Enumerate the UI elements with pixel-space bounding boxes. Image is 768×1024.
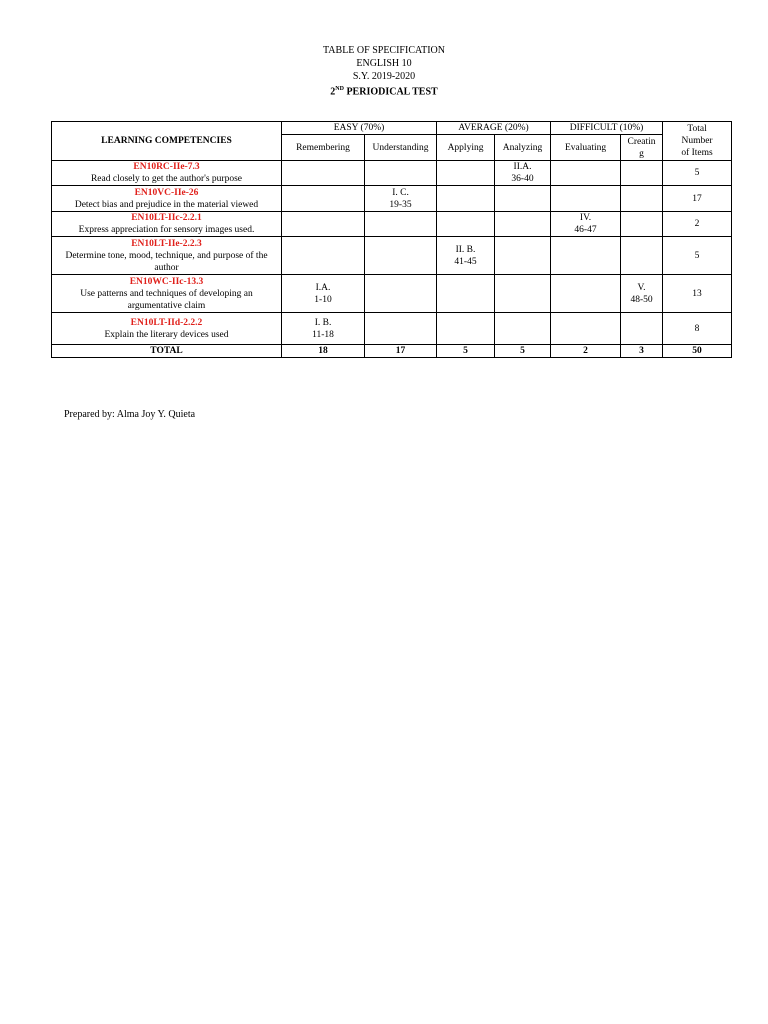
- understanding-cell: [365, 275, 437, 313]
- item-label: II.A.: [513, 162, 532, 172]
- level-creating-header: [621, 135, 663, 161]
- analyzing-cell: [495, 313, 551, 345]
- item-range: 41-45: [454, 256, 477, 267]
- evaluating-total: 2: [551, 345, 621, 358]
- remembering-cell: [282, 313, 365, 345]
- competency-description: Use patterns and techniques of developing an argumentative claim: [80, 288, 253, 311]
- understanding-cell: [365, 161, 437, 186]
- heading-test-name: [0, 83, 768, 98]
- evaluating-cell: [551, 275, 621, 313]
- item-label: I. C.: [392, 187, 409, 198]
- group-average-header: AVERAGE (20%): [437, 122, 551, 135]
- heading-school-year: S.Y. 2019-2020: [352, 71, 416, 82]
- competency-description: Read closely to get the author's purpose: [90, 174, 243, 184]
- total-cell: 17: [663, 186, 732, 212]
- evaluating-cell: [551, 212, 621, 237]
- remembering-cell: [282, 237, 365, 275]
- applying-total: 5: [437, 345, 495, 358]
- competency-cell: [52, 275, 282, 313]
- competency-description: Explain the literary devices used: [104, 329, 229, 340]
- creating-cell: [621, 275, 663, 313]
- evaluating-cell: [551, 313, 621, 345]
- applying-cell: [437, 186, 495, 212]
- competency-description: Express appreciation for sensory images used.: [78, 225, 255, 235]
- total-cell: 5: [663, 237, 732, 275]
- analyzing-cell: [495, 212, 551, 237]
- analyzing-total: 5: [495, 345, 551, 358]
- understanding-cell: [365, 212, 437, 237]
- competency-cell: [52, 237, 282, 275]
- item-range: 46-47: [574, 225, 597, 235]
- prepared-by: Prepared by: Alma Joy Y. Quieta: [64, 409, 196, 420]
- item-range: 11-18: [312, 329, 334, 340]
- table-row: [52, 161, 732, 186]
- competency-code: EN10VC-IIe-26: [134, 187, 199, 198]
- remembering-cell: [282, 212, 365, 237]
- applying-cell: [437, 313, 495, 345]
- evaluating-cell: [551, 186, 621, 212]
- remembering-cell: [282, 161, 365, 186]
- evaluating-cell: [551, 161, 621, 186]
- table-row: [52, 313, 732, 345]
- analyzing-cell: [495, 237, 551, 275]
- item-range: 19-35: [389, 199, 412, 210]
- understanding-total: 17: [365, 345, 437, 358]
- heading-test-rest: PERIODICAL TEST: [343, 86, 438, 98]
- competency-cell: [52, 161, 282, 186]
- total-cell: 8: [663, 313, 732, 345]
- competency-code: EN10WC-IIc-13.3: [129, 276, 204, 287]
- level-creating-line: Creatin: [627, 136, 656, 147]
- item-label: I.A.: [315, 282, 331, 293]
- creating-cell: [621, 212, 663, 237]
- creating-cell: [621, 161, 663, 186]
- applying-cell: [437, 237, 495, 275]
- level-analyzing-header: Analyzing: [495, 135, 551, 161]
- competency-code: EN10RC-IIe-7.3: [133, 162, 200, 172]
- group-difficult-header: DIFFICULT (10%): [551, 122, 663, 135]
- competency-cell: [52, 313, 282, 345]
- level-applying-header: Applying: [437, 135, 495, 161]
- totals-label: TOTAL: [52, 345, 282, 358]
- creating-cell: [621, 237, 663, 275]
- total-cell: 5: [663, 161, 732, 186]
- totals-row: [52, 345, 732, 358]
- level-remembering-header: Remembering: [282, 135, 365, 161]
- creating-total: 3: [621, 345, 663, 358]
- competency-code: EN10LT-IId-2.2.2: [130, 317, 203, 328]
- item-range: 36-40: [511, 174, 534, 184]
- remembering-cell: [282, 186, 365, 212]
- applying-cell: [437, 212, 495, 237]
- item-label: V.: [637, 282, 646, 293]
- remembering-total: 18: [282, 345, 365, 358]
- item-label: IV.: [579, 213, 592, 223]
- total-header-line: of Items: [681, 148, 713, 158]
- total-items-header: [663, 122, 732, 161]
- creating-cell: [621, 313, 663, 345]
- total-header-line: Total: [687, 124, 707, 134]
- competency-code: EN10LT-IIc-2.2.1: [131, 213, 202, 223]
- competency-description: Determine tone, mood, technique, and purpose of the author: [65, 250, 268, 273]
- creating-cell: [621, 186, 663, 212]
- evaluating-cell: [551, 237, 621, 275]
- understanding-cell: [365, 237, 437, 275]
- item-range: 48-50: [630, 294, 653, 305]
- total-cell: 2: [663, 212, 732, 237]
- table-row: [52, 212, 732, 237]
- competency-cell: [52, 212, 282, 237]
- level-creating-line: g: [639, 148, 644, 159]
- remembering-cell: [282, 275, 365, 313]
- total-cell: 13: [663, 275, 732, 313]
- competency-cell: [52, 186, 282, 212]
- level-evaluating-header: Evaluating: [551, 135, 621, 161]
- document-heading: [0, 44, 768, 98]
- understanding-cell: [365, 313, 437, 345]
- applying-cell: [437, 275, 495, 313]
- level-understanding-header: Understanding: [365, 135, 437, 161]
- table-row: [52, 237, 732, 275]
- item-label: II. B.: [455, 244, 476, 255]
- item-label: I. B.: [314, 317, 332, 328]
- heading-subject: ENGLISH 10: [356, 58, 412, 69]
- group-easy-header: EASY (70%): [282, 122, 437, 135]
- grand-total: 50: [663, 345, 732, 358]
- total-header-line: Number: [681, 136, 713, 146]
- table-row: [52, 275, 732, 313]
- analyzing-cell: [495, 275, 551, 313]
- analyzing-cell: [495, 161, 551, 186]
- analyzing-cell: [495, 186, 551, 212]
- competency-code: EN10LT-IIe-2.2.3: [131, 238, 202, 249]
- competency-description: Detect bias and prejudice in the material viewed: [74, 199, 259, 210]
- item-range: 1-10: [314, 294, 332, 305]
- competencies-header: LEARNING COMPETENCIES: [52, 122, 282, 161]
- heading-test-suffix: ND: [335, 86, 344, 92]
- specification-table: [51, 121, 732, 358]
- understanding-cell: [365, 186, 437, 212]
- heading-title: TABLE OF SPECIFICATION: [323, 45, 445, 56]
- applying-cell: [437, 161, 495, 186]
- heading-test-number: 2: [330, 86, 336, 98]
- table-row: [52, 186, 732, 212]
